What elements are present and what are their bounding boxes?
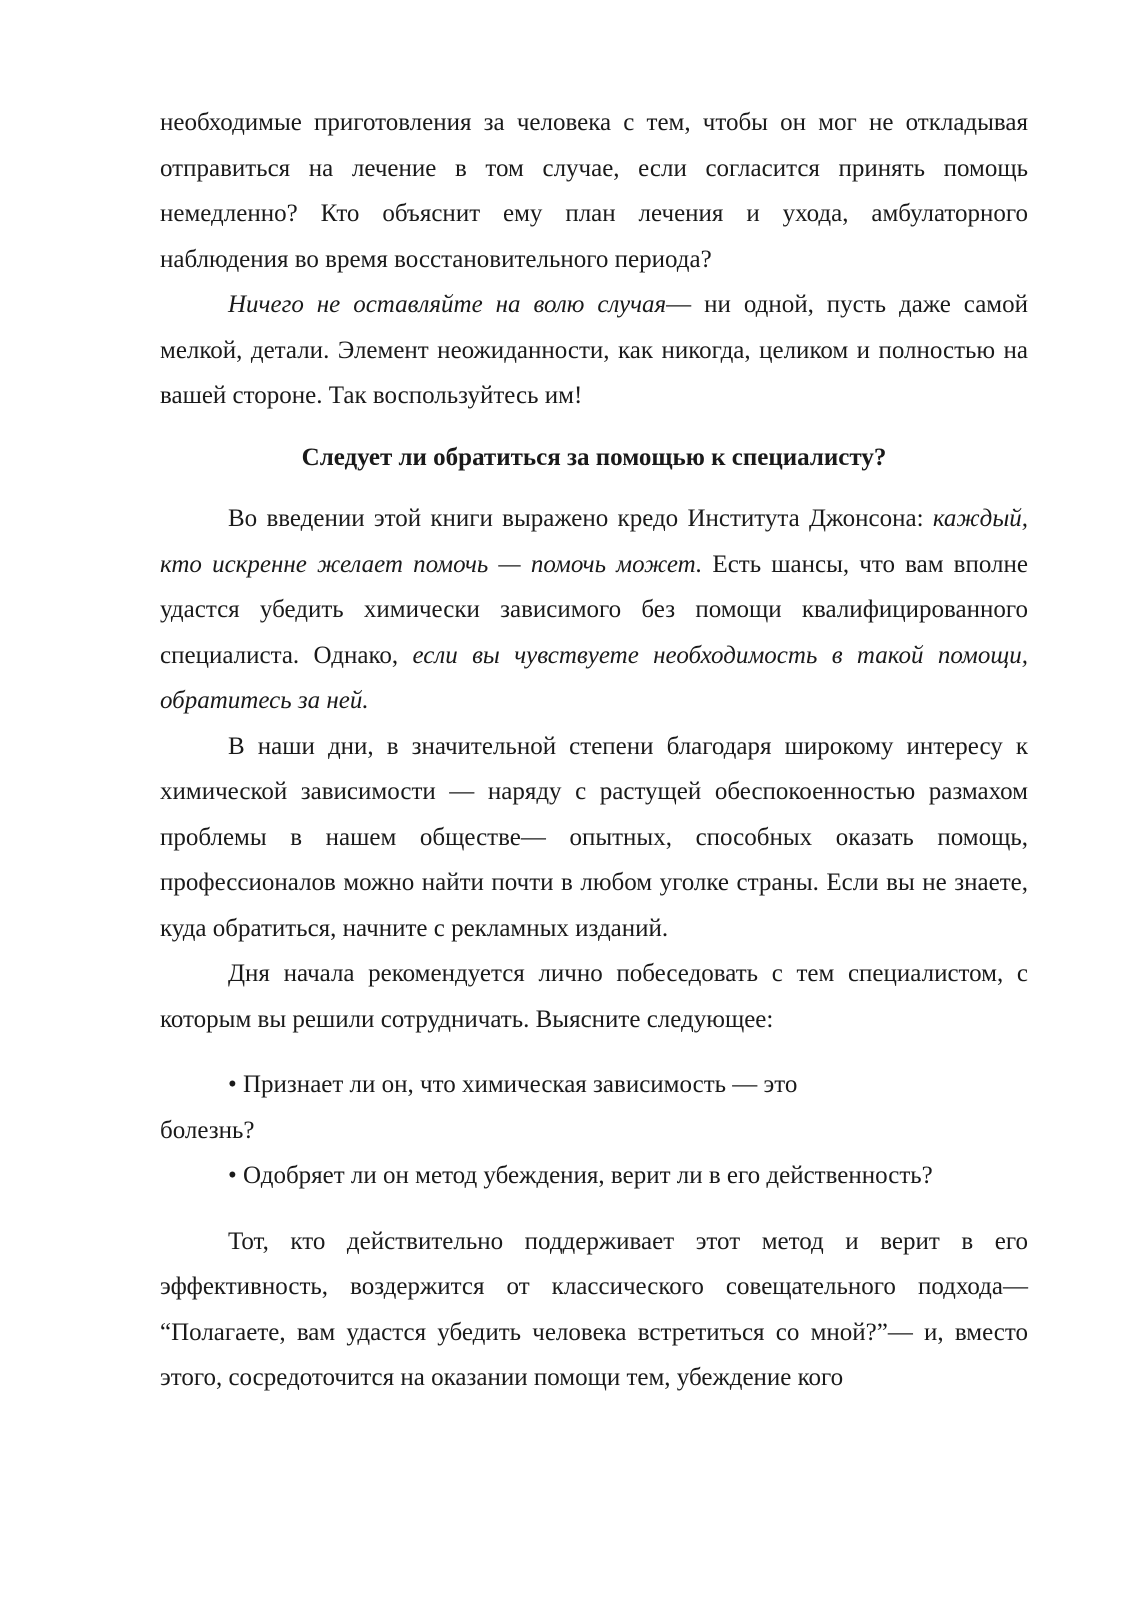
paragraph-text: Есть шансы, что вам вполне удастся убедить химически зависимого без помощи квалифицированного специалиста. Однако, xyxy=(160,550,1028,669)
paragraph-interview: Дня начала рекомендуется лично побеседовать с тем специалистом, с которым вы решили сотрудничать. Выясните следующее: xyxy=(160,960,1028,1033)
italic-emphasis: Ничего не оставляйте на волю случая xyxy=(228,291,667,318)
italic-emphasis: каждый, кто искренне желает помочь — помочь может. xyxy=(160,505,1028,578)
paragraph-text: Во введении этой книги выражено кредо Института Джонсона: xyxy=(228,505,933,532)
question-list xyxy=(160,1062,1028,1199)
list-item: • Одобряет ли он метод убеждения, верит ли в его действенность? xyxy=(228,1162,933,1189)
paragraph-text: — ни одной, пусть даже самой мелкой, детали. Элемент неожиданности, как никогда, целиком и полностью на вашей стороне. Так воспользуйтесь им! xyxy=(160,291,1029,409)
paragraph-supporter: Тот, кто действительно поддерживает этот метод и верит в его эффективность, воздержится от классического совещательного подхода— “Полагаете, вам удастся убедить человека встретиться со мной?”— и, вместо этого, сосредоточится на оказании помощи тем, убеждение кого xyxy=(160,1227,1028,1391)
paragraph-preparations: необходимые приготовления за человека с тем, чтобы он мог не откладывая отправиться на лечение в том случае, если согласится принять помощь немедленно? Кто объяснит ему план лечения и ухода, амбулаторного наблюдения во время восстановительного периода? xyxy=(160,109,1028,273)
list-item: • Признает ли он, что химическая зависимость — это xyxy=(228,1071,798,1098)
section-heading: Следует ли обратиться за помощью к специалисту? xyxy=(301,443,887,471)
paragraph-institute-credo xyxy=(160,496,1028,724)
paragraph-nothing-to-chance xyxy=(160,282,1028,419)
paragraph-nowadays: В наши дни, в значительной степени благодаря широкому интересу к химической зависимости — наряду с растущей обеспокоенностью размахом проблемы в нашем обществе— опытных, способных оказать помощь, профессионалов можно найти почти в любом уголке страны. Если вы не знаете, куда обратиться, начните с рекламных изданий. xyxy=(160,732,1028,942)
italic-emphasis: если вы чувствуете необходимость в такой помощи, обратитесь за ней. xyxy=(160,641,1029,714)
document-page xyxy=(160,100,1028,1401)
list-item-continuation: болезнь? xyxy=(160,1116,255,1144)
